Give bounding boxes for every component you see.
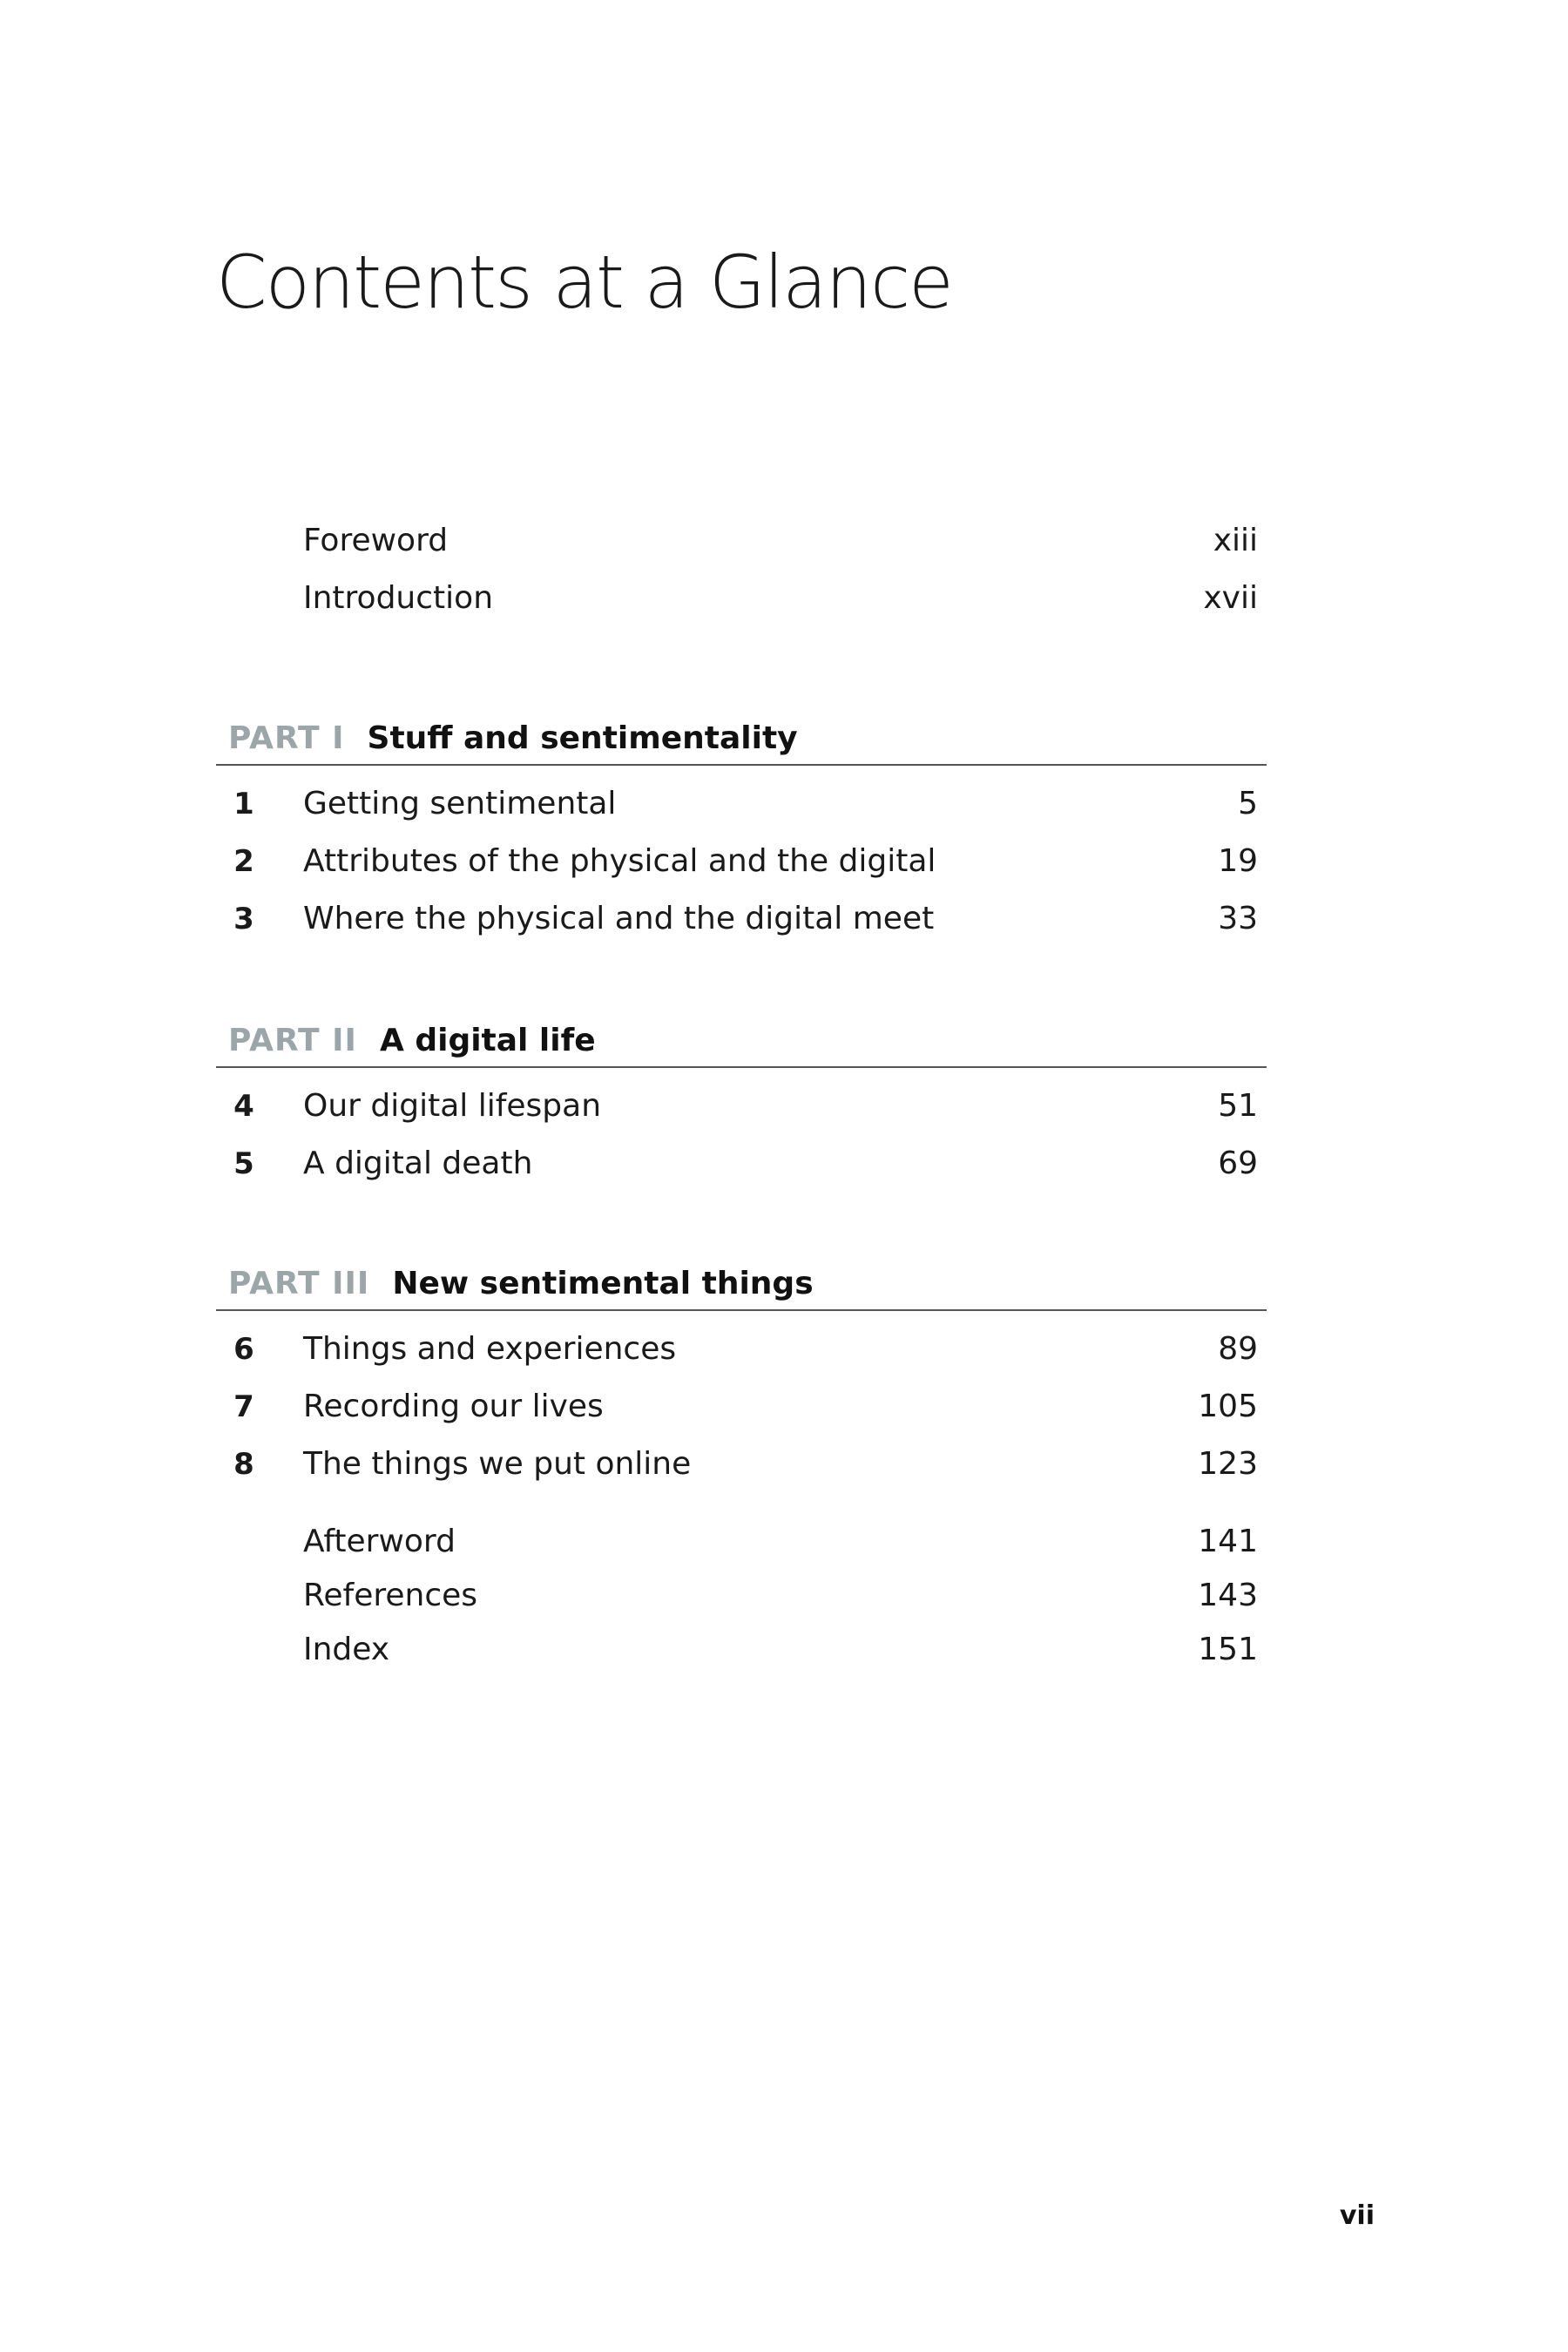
toc-chapter-5[interactable] <box>216 1141 1258 1186</box>
chapter-number: 6 <box>233 1332 254 1367</box>
toc-chapter-6[interactable] <box>216 1327 1258 1372</box>
part-label: PART III <box>228 1266 370 1301</box>
toc-chapter-7[interactable] <box>216 1384 1258 1429</box>
toc-entry-label: Index <box>303 1632 390 1667</box>
toc-chapter-2[interactable] <box>216 839 1258 884</box>
chapter-number: 5 <box>233 1146 254 1181</box>
chapter-page: 33 <box>1218 901 1258 936</box>
chapter-number: 8 <box>233 1447 254 1482</box>
toc-entry-index[interactable] <box>216 1627 1258 1673</box>
part-title: Stuff and sentimentality <box>367 720 798 756</box>
toc-entry-page: 143 <box>1198 1578 1258 1613</box>
part-label: PART II <box>228 1023 357 1058</box>
toc-entry-label: Afterword <box>303 1524 456 1559</box>
chapter-page: 19 <box>1218 843 1258 879</box>
toc-entry-page: 141 <box>1198 1524 1258 1559</box>
chapter-page: 123 <box>1198 1446 1258 1482</box>
chapter-title: Things and experiences <box>303 1331 677 1367</box>
part-title: New sentimental things <box>392 1266 814 1301</box>
toc-entry-afterword[interactable] <box>216 1519 1258 1565</box>
page-title: Contents at a Glance <box>216 240 952 325</box>
chapter-page: 51 <box>1218 1088 1258 1124</box>
part-divider <box>216 1066 1267 1068</box>
toc-entry-label: Foreword <box>303 523 449 558</box>
chapter-number: 4 <box>233 1089 254 1124</box>
chapter-page: 105 <box>1198 1389 1258 1424</box>
chapter-title: Recording our lives <box>303 1389 604 1424</box>
chapter-number: 7 <box>233 1389 254 1424</box>
chapter-title: A digital death <box>303 1146 533 1181</box>
toc-entry-label: Introduction <box>303 580 494 616</box>
toc-entry-label: References <box>303 1578 478 1613</box>
toc-entry-introduction[interactable] <box>216 576 1258 621</box>
chapter-number: 2 <box>233 844 254 879</box>
part-label: PART I <box>228 720 345 756</box>
toc-entry-foreword[interactable] <box>216 518 1258 564</box>
chapter-page: 5 <box>1238 786 1258 821</box>
chapter-number: 1 <box>233 787 254 821</box>
chapter-page: 89 <box>1218 1331 1258 1367</box>
toc-entry-references[interactable] <box>216 1573 1258 1619</box>
part-heading-1 <box>228 716 798 761</box>
chapter-number: 3 <box>233 902 254 936</box>
chapter-title: Getting sentimental <box>303 786 617 821</box>
chapter-page: 69 <box>1218 1146 1258 1181</box>
part-divider <box>216 1309 1267 1311</box>
part-title: A digital life <box>379 1023 596 1058</box>
chapter-title: Our digital lifespan <box>303 1088 602 1124</box>
chapter-title: Attributes of the physical and the digital <box>303 843 936 879</box>
toc-chapter-3[interactable] <box>216 896 1258 942</box>
chapter-title: The things we put online <box>303 1446 692 1482</box>
toc-chapter-4[interactable] <box>216 1084 1258 1129</box>
part-heading-3 <box>228 1261 814 1307</box>
part-heading-2 <box>228 1018 596 1064</box>
page-number: vii <box>1339 2200 1375 2231</box>
part-divider <box>216 764 1267 766</box>
chapter-title: Where the physical and the digital meet <box>303 901 935 936</box>
toc-chapter-8[interactable] <box>216 1442 1258 1487</box>
toc-entry-page: 151 <box>1198 1632 1258 1667</box>
toc-entry-page: xiii <box>1213 523 1258 558</box>
toc-entry-page: xvii <box>1203 580 1258 616</box>
toc-chapter-1[interactable] <box>216 781 1258 827</box>
